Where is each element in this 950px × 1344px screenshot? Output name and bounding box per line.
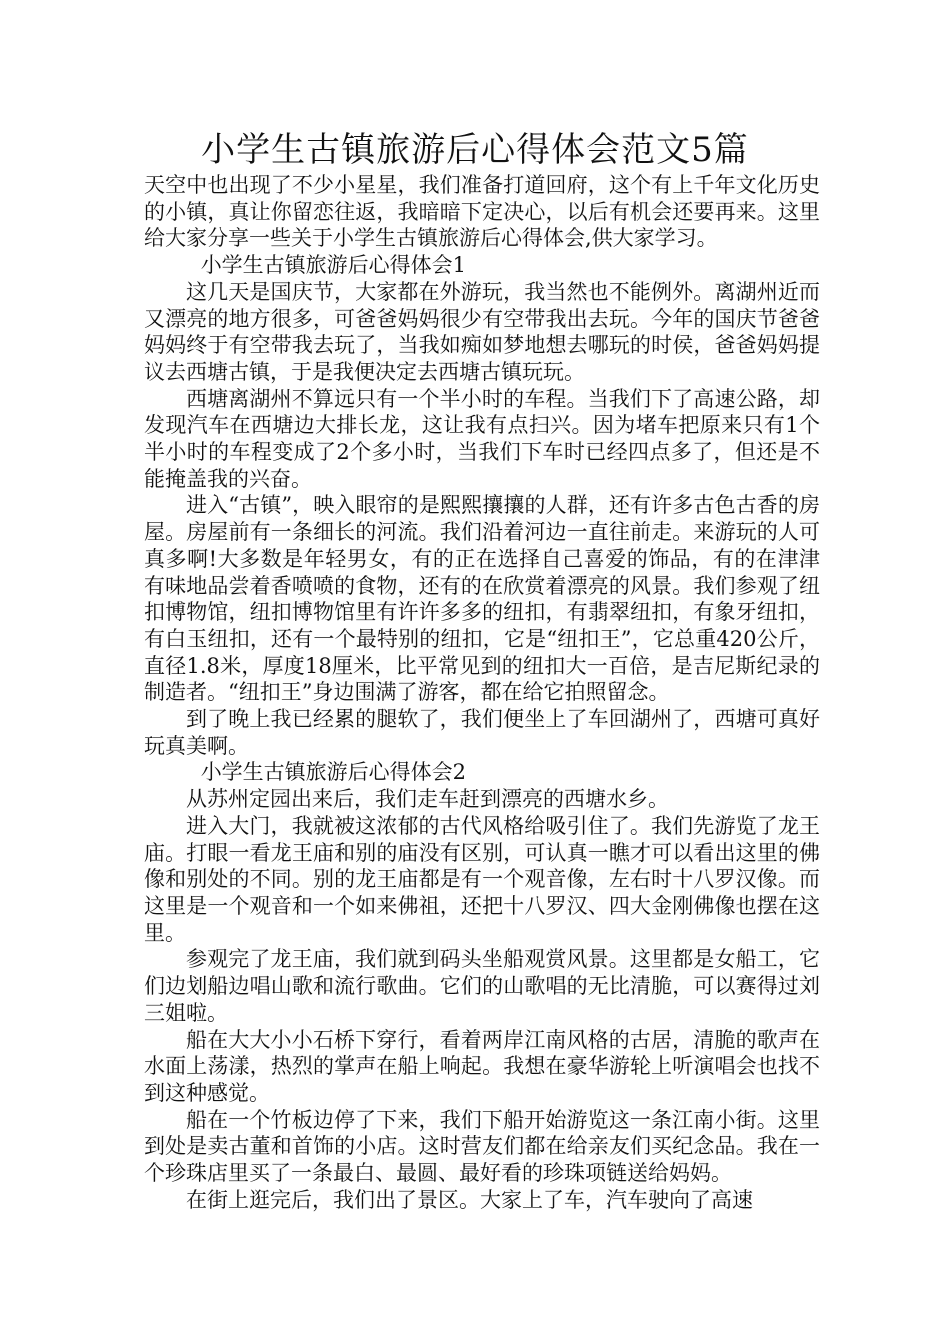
section2-paragraph: 参观完了龙王庙，我们就到码头坐船观赏风景。这里都是女船工，它们边划船边唱山歌和流行歌曲。它们的山歌唱的无比清脆，可以赛得过刘三姐啦。 xyxy=(144,947,820,1025)
intro-paragraph: 天空中也出现了不少小星星，我们准备打道回府，这个有上千年文化历史的小镇，真让你留恋往返，我暗暗下定决心，以后有机会还要再来。这里给大家分享一些关于小学生古镇旅游后心得体会,供大家学习。 xyxy=(144,173,820,251)
section2-paragraph: 在街上逛完后，我们出了景区。大家上了车，汽车驶向了高速 xyxy=(186,1187,753,1212)
section1-paragraph: 西塘离湖州不算远只有一个半小时的车程。当我们下了高速公路，却发现汽车在西塘边大排长龙，这让我有点扫兴。因为堵车把原来只有1个半小时的车程变成了2个多小时，当我们下车时已经四点多了，但还是不能掩盖我的兴奋。 xyxy=(144,386,820,491)
section-heading-2: 小学生古镇旅游后心得体会2 xyxy=(200,760,467,785)
document-body xyxy=(144,172,820,1213)
section1-paragraph: 到了晚上我已经累的腿软了，我们便坐上了车回湖州了，西塘可真好玩真美啊。 xyxy=(144,707,820,758)
section2-paragraph: 船在一个竹板边停了下来，我们下船开始游览这一条江南小街。这里到处是卖古董和首饰的小店。这时营友们都在给亲友们买纪念品。我在一个珍珠店里买了一条最白、最圆、最好看的珍珠项链送给妈妈。 xyxy=(144,1107,820,1186)
section1-paragraph: 进入“古镇”，映入眼帘的是熙熙攘攘的人群，还有许多古色古香的房屋。房屋前有一条细长的河流。我们沿着河边一直往前走。来游玩的人可真多啊!大多数是年轻男女，有的正在选择自己喜爱的饰品，有的在津津有味地品尝着香喷喷的食物，还有的在欣赏着漂亮的风景。我们参观了纽扣博物馆，纽扣博物馆里有许许多多的纽扣，有翡翠纽扣，有象牙纽扣，有白玉纽扣，还有一个最特别的纽扣，它是“纽扣王”，它总重420公斤，直径1.8米，厚度18厘米，比平常见到的纽扣大一百倍，是吉尼斯纪录的制造者。“纽扣王”身边围满了游客，都在给它拍照留念。 xyxy=(144,493,820,705)
section2-paragraph: 进入大门，我就被这浓郁的古代风格给吸引住了。我们先游览了龙王庙。打眼一看龙王庙和别的庙没有区别，可认真一瞧才可以看出这里的佛像和别处的不同。别的龙王庙都是有一个观音像，左右时十八罗汉像。而这里是一个观音和一个如来佛祖，还把十八罗汉、四大金刚佛像也摆在这里。 xyxy=(144,813,820,945)
section2-paragraph: 船在大大小小石桥下穿行，看着两岸江南风格的古居，清脆的歌声在水面上荡漾，热烈的掌声在船上响起。我想在豪华游轮上听演唱会也找不到这种感觉。 xyxy=(144,1027,820,1105)
document-title: 小学生古镇旅游后心得体会范文5篇 xyxy=(201,130,749,170)
section1-paragraph: 这几天是国庆节，大家都在外游玩，我当然也不能例外。离湖州近而又漂亮的地方很多，可爸爸妈妈很少有空带我出去玩。今年的国庆节爸爸妈妈终于有空带我去玩了，当我如痴如梦地想去哪玩的时侯，爸爸妈妈提议去西塘古镇，于是我便决定去西塘古镇玩玩。 xyxy=(144,279,820,384)
section2-paragraph: 从苏州定园出来后，我们走车赶到漂亮的西塘水乡。 xyxy=(186,787,669,812)
section-heading-1: 小学生古镇旅游后心得体会1 xyxy=(200,253,467,278)
